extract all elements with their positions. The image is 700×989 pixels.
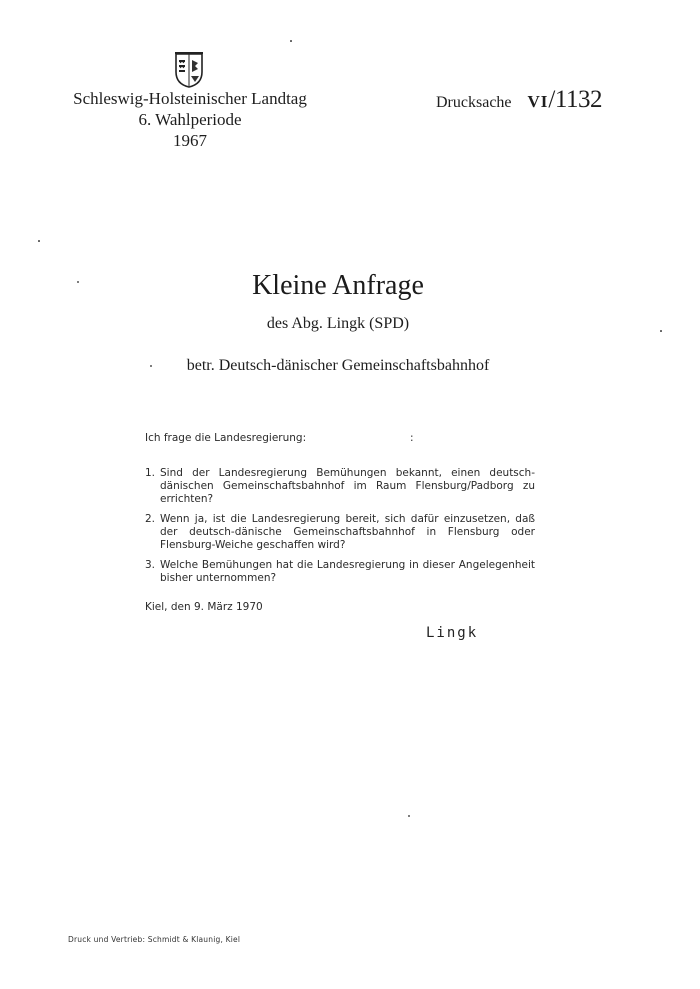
document-number	[436, 86, 602, 114]
document-label: Drucksache	[436, 94, 512, 111]
signature: Lingk	[426, 625, 479, 641]
page-title: Kleine Anfrage	[252, 270, 424, 301]
term-year: 1967	[173, 131, 207, 150]
legislative-term: 6. Wahlperiode	[138, 110, 242, 129]
intro-text: Ich frage die Landesregierung:	[145, 432, 307, 444]
question-text: Welche Bemühungen hat die Landesregierung in dieser Angelegenheit bisher unternommen?	[160, 559, 535, 584]
author-line: des Abg. Lingk (SPD)	[266, 315, 410, 332]
question-number: 1.	[145, 467, 156, 479]
scan-speck	[77, 281, 79, 283]
printer-footer: Druck und Vertrieb: Schmidt & Klaunig, Kiel	[68, 935, 241, 944]
document-separator: /	[548, 86, 555, 113]
scan-speck	[408, 815, 410, 817]
question-item	[145, 513, 535, 552]
question-item	[145, 467, 535, 506]
question-list	[145, 467, 535, 592]
question-text: Wenn ja, ist die Landesregierung bereit, sich dafür einzusetzen, daß der deutsch-dänische Gemeinschaftsbahnhof in Flensburg oder Flensburg-Weiche geschaffen wird?	[160, 513, 535, 551]
intro-colon: :	[410, 432, 414, 444]
document-series: VI	[527, 92, 549, 111]
parliament-name: Schleswig-Holsteinischer Landtag	[73, 89, 307, 108]
scan-speck	[290, 40, 292, 42]
scan-speck	[660, 330, 662, 332]
header-institution	[50, 88, 330, 151]
document-number-digits: 1132	[554, 86, 602, 113]
coat-of-arms-icon	[174, 52, 204, 88]
date-line: Kiel, den 9. März 1970	[145, 601, 263, 613]
intro-line	[145, 432, 414, 444]
question-item	[145, 559, 535, 585]
question-number: 3.	[145, 559, 156, 571]
document-number-value	[528, 86, 602, 113]
question-text: Sind der Landesregierung Bemühungen bekannt, einen deutsch-dänischen Gemeinschaftsbahnhof im Raum Flensburg/Padborg zu errichten?	[160, 467, 535, 505]
scan-speck	[150, 365, 152, 367]
question-number: 2.	[145, 513, 156, 525]
subject-line: betr. Deutsch-dänischer Gemeinschaftsbahnhof	[186, 357, 490, 374]
scan-speck	[38, 240, 40, 242]
